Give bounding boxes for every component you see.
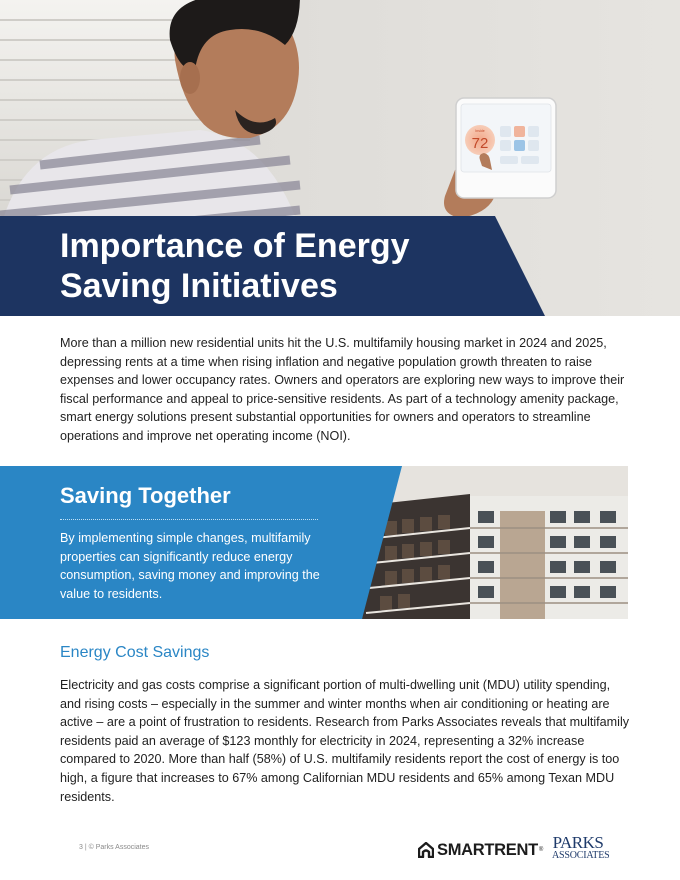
dotted-divider xyxy=(60,519,318,520)
saving-together-title: Saving Together xyxy=(60,483,231,508)
smartrent-house-icon xyxy=(418,842,434,858)
parks-associates-logo xyxy=(552,833,610,861)
registered-mark: ® xyxy=(538,847,544,853)
smartrent-logo xyxy=(418,839,543,861)
parks-logo-line2: ASSOCIATES xyxy=(552,850,610,861)
energy-cost-savings-heading: Energy Cost Savings xyxy=(60,644,210,661)
parks-logo-line1: PARKS xyxy=(552,833,604,852)
intro-paragraph: More than a million new residential units hit the U.S. multifamily housing market in 2024 and 2025, depressing rents at a time when rising inflation and negative population growth threaten to raise expenses and lower occupancy rates. Owners and operators are exploring new ways to improve their fiscal performance and appeal to price-sensitive residents. As part of a technology amenity package, smart energy solutions present substantial opportunities for owners and operators to streamline operations and improve net operating income (NOI). xyxy=(60,336,625,443)
energy-cost-savings-body: Electricity and gas costs comprise a significant portion of multi-dwelling unit (MDU) utility spending, and rising costs – especially in the summer and winter months when air conditioning or heating are active – are a point of frustration to residents. Research from Parks Associates reveals that multifamily residents paid an average of $123 monthly for electricity in 2024, representing a 32% increase compared to 2020. More than half (58%) of U.S. multifamily residents report the cost of energy is too high, a figure that increases to 67% among Californian MDU residents and 65% among Texan MDU residents. xyxy=(60,678,630,804)
smartrent-wordmark: SMARTRENT xyxy=(437,840,538,859)
svg-text:Inside: Inside xyxy=(475,129,485,133)
svg-text:72: 72 xyxy=(471,135,489,152)
thermostat-device xyxy=(456,98,556,198)
page-footer-note: 3 | © Parks Associates xyxy=(79,844,150,851)
saving-together-body: By implementing simple changes, multifamily properties can significantly reduce energy consumption, saving money and improving the value to residents. xyxy=(60,531,320,602)
page-title: Importance of Energy Saving Initiatives xyxy=(60,227,410,305)
